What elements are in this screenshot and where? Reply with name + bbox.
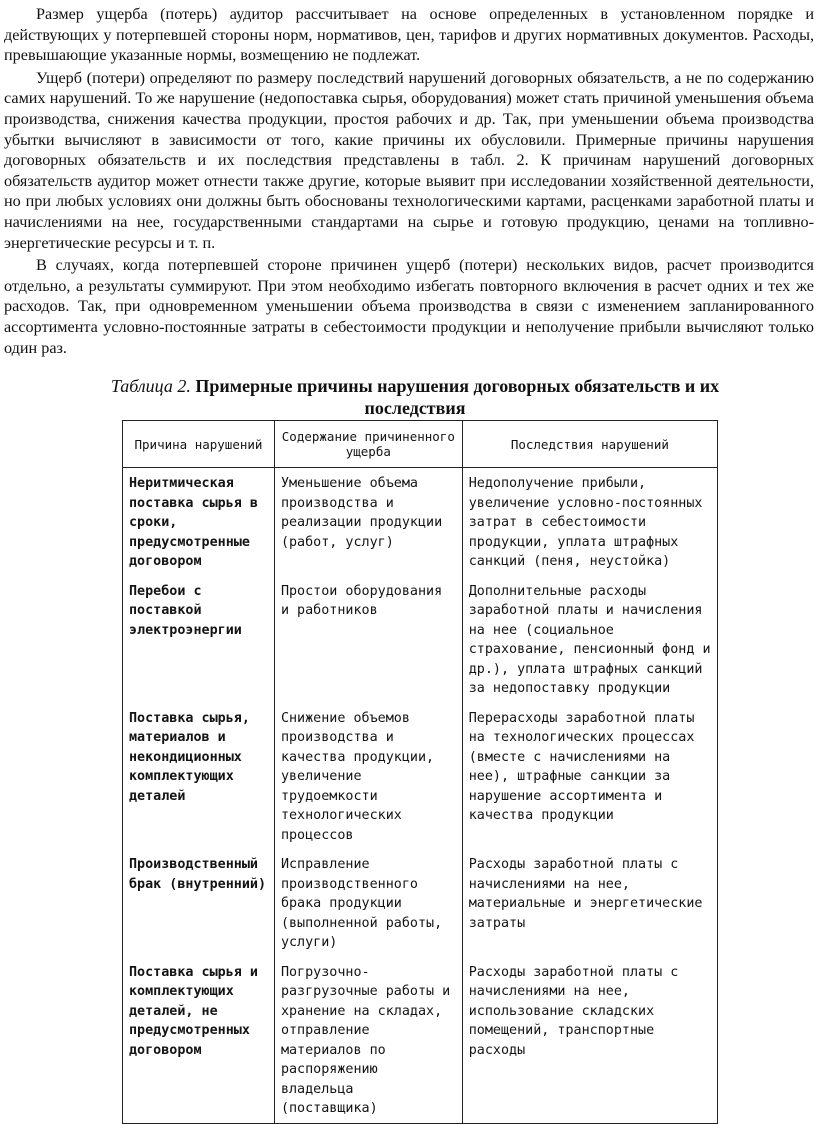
paragraph: Ущерб (потери) определяют по размеру последствий нарушений договорных обязательств, а не по содержанию самих нарушений. То же нарушение (недопоставка сырья, оборудования) может стать причиной уменьшения объема производства, снижения качества продукции, простоя рабочих и др. Так, при уменьшении объема производства убытки вычисляют в зависимости от того, какие причины их обусловили. Примерные причины нарушения договорных обязательств и их последствия представлены в табл. 2. К причинам нарушений договорных обязательств аудитор может отнести также другие, которые выявит при исследовании хозяйственной деятельности, но при любых условиях они должны быть обоснованы технологическими картами, расценками заработной платы и начислениями на нее, государственными стандартами на сырье и готовую продукцию, ценами на топливно-энергетические ресурсы и т. п. [4, 68, 814, 252]
cause-cell: Неритмическая поставка сырья в сроки, предусмотренные договором [123, 468, 275, 576]
table-caption [80, 375, 750, 419]
cause-cell: Поставка сырья и комплектующих деталей, не предусмотренных договором [123, 957, 275, 1124]
table-caption-title: Примерные причины нарушения договорных обязательств и их последствия [195, 376, 720, 418]
cause-cell: Поставка сырья, материалов и некондиционных комплектующих деталей [123, 703, 275, 850]
consequences-cell: Расходы заработной платы с начислениями на нее, использование складских помещений, транспортные расходы [462, 957, 717, 1124]
table-row [123, 957, 718, 1124]
cause-cell: Перебои с поставкой электроэнергии [123, 576, 275, 703]
column-header-consequences: Последствия нарушений [462, 421, 717, 468]
damage-cell: Погрузочно-разгрузочные работы и хранение на складах, отправление материалов по распоряжению владельца (поставщика) [274, 957, 462, 1124]
damage-cell: Снижение объемов производства и качества продукции, увеличение трудоемкости технологических процессов [274, 703, 462, 850]
body-text [4, 4, 814, 360]
paragraph: Размер ущерба (потерь) аудитор рассчитывает на основе определенных в установленном порядке и действующих у потерпевшей стороны норм, нормативов, цен, тарифов и других нормативных документов. Расходы, превышающие указанные нормы, возмещению не подлежат. [4, 5, 814, 65]
table-caption-label: Таблица 2. [110, 376, 191, 396]
table-row [123, 703, 718, 850]
column-header-cause: Причина нарушений [123, 421, 275, 468]
causes-table [122, 420, 718, 1124]
table-row [123, 849, 718, 957]
damage-cell: Простои оборудования и работников [274, 576, 462, 703]
damage-cell: Исправление производственного брака продукции (выполненной работы, услуги) [274, 849, 462, 957]
cause-cell: Производственный брак (внутренний) [123, 849, 275, 957]
paragraph: В случаях, когда потерпевшей стороне причинен ущерб (потери) нескольких видов, расчет производится отдельно, а результаты суммируют. При этом необходимо избегать повторного включения в расчет одних и тех же расходов. Так, при одновременном уменьшении объема производства в связи с изменением запланированного ассортимента условно-постоянные затраты в себестоимости продукции и неполучение прибыли вычисляют только один раз. [4, 256, 814, 357]
table-row [123, 468, 718, 576]
table-header-row [123, 421, 718, 468]
consequences-cell: Недополучение прибыли, увеличение условно-постоянных затрат в себестоимости продукции, уплата штрафных санкций (пеня, неустойка) [462, 468, 717, 576]
consequences-cell: Перерасходы заработной платы на технологических процессах (вместе с начислениями на нее), штрафные санкции за нарушение ассортимента и качества продукции [462, 703, 717, 850]
column-header-damage: Содержание причиненного ущерба [274, 421, 462, 468]
table-row [123, 576, 718, 703]
consequences-cell: Расходы заработной платы с начислениями на нее, материальные и энергетические затраты [462, 849, 717, 957]
consequences-cell: Дополнительные расходы заработной платы и начисления на нее (социальное страхование, пенсионный фонд и др.), уплата штрафных санкций за недопоставку продукции [462, 576, 717, 703]
damage-cell: Уменьшение объема производства и реализации продукции (работ, услуг) [274, 468, 462, 576]
